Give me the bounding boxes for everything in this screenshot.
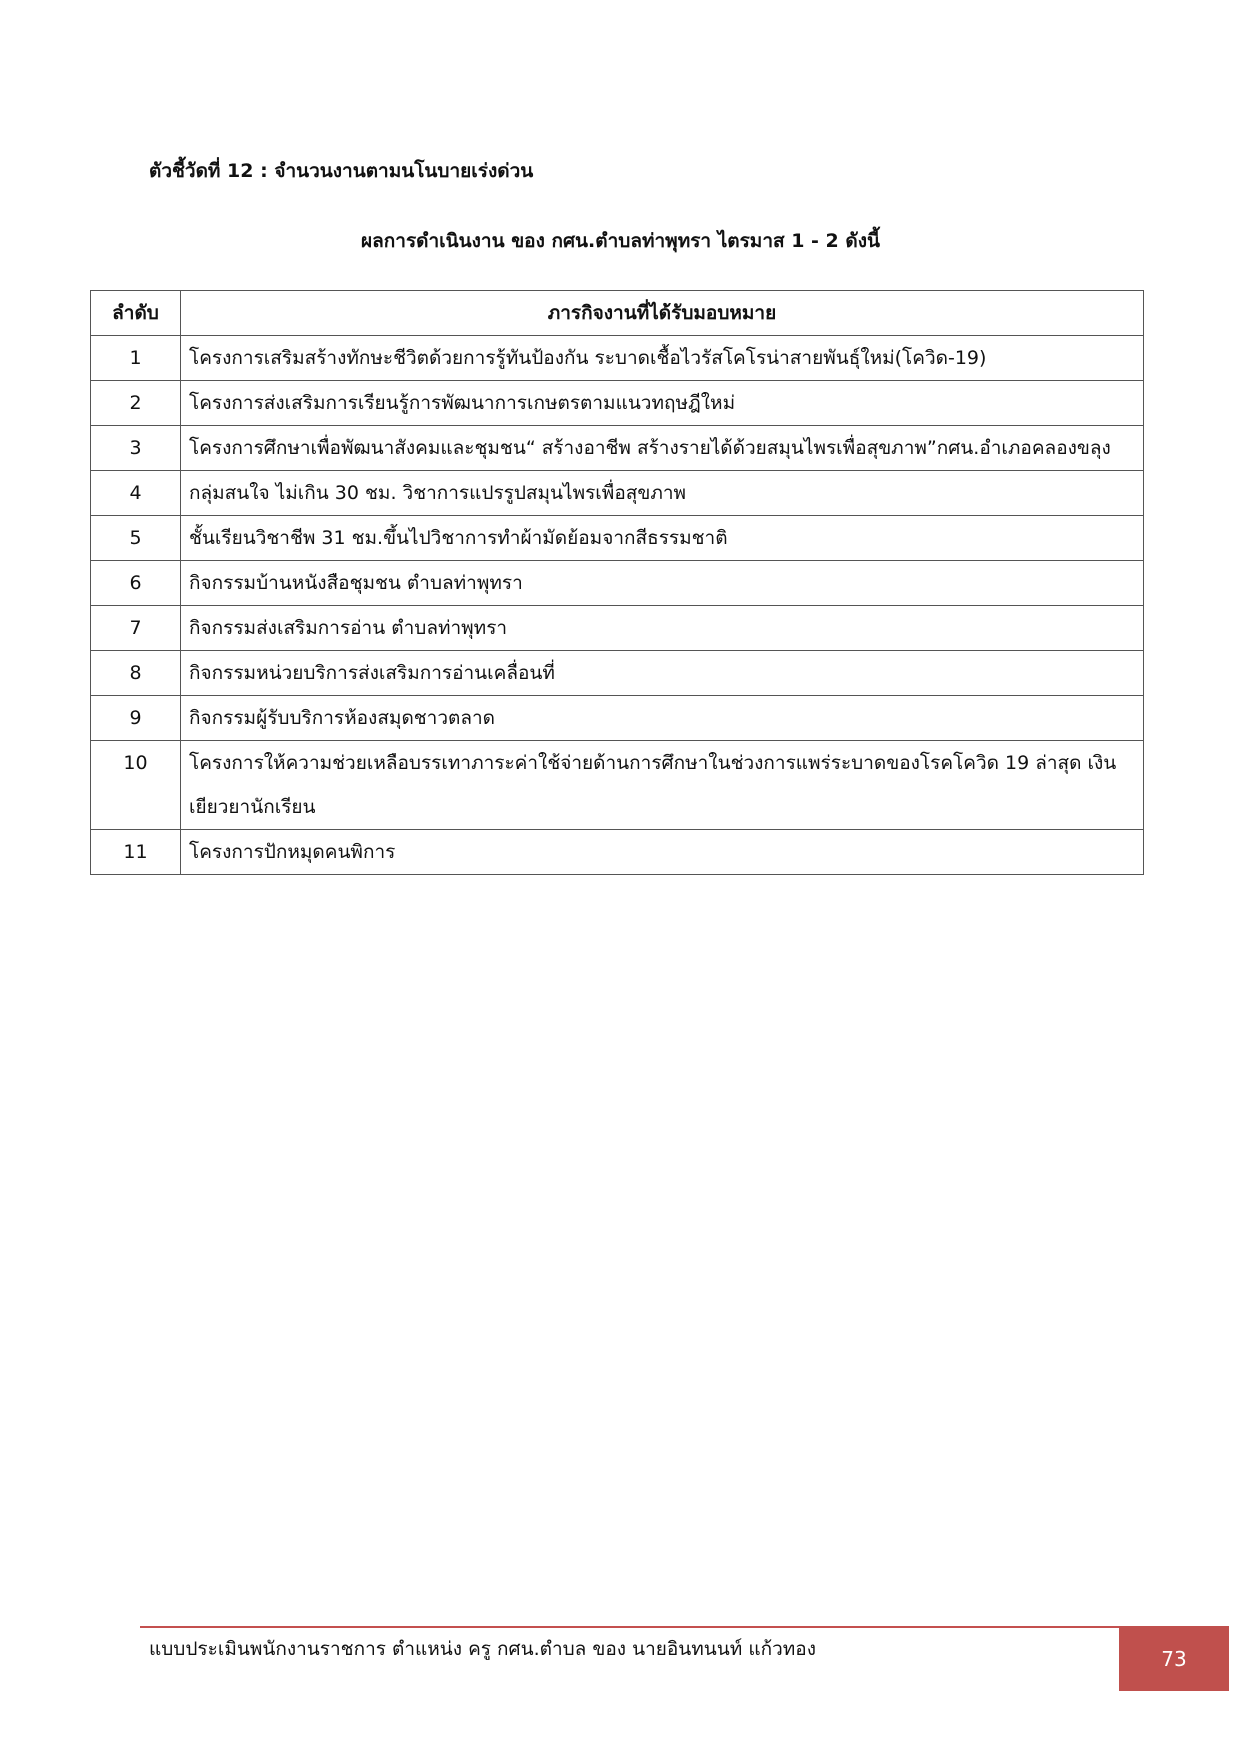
- row-task: โครงการเสริมสร้างทักษะชีวิตด้วยการรู้ทันป้องกัน ระบาดเชื้อไวรัสโคโรน่าสายพันธุ์ใหม่(โควิด-19): [181, 336, 1144, 381]
- table-row: [91, 336, 1144, 381]
- row-number: 7: [91, 606, 181, 651]
- row-number: 5: [91, 516, 181, 561]
- row-number: 9: [91, 696, 181, 741]
- row-number: 2: [91, 381, 181, 426]
- row-task: กลุ่มสนใจ ไม่เกิน 30 ชม. วิชาการแปรรูปสมุนไพรเพื่อสุขภาพ: [181, 471, 1144, 516]
- row-number: 6: [91, 561, 181, 606]
- page-number-badge: [1119, 1626, 1229, 1691]
- column-header-order: ลำดับ: [91, 291, 181, 336]
- row-task: กิจกรรมบ้านหนังสือชุมชน ตำบลท่าพุทรา: [181, 561, 1144, 606]
- table-row: [91, 696, 1144, 741]
- table-header-row: [91, 291, 1144, 336]
- table-row: [91, 381, 1144, 426]
- row-task: โครงการศึกษาเพื่อพัฒนาสังคมและชุมชน“ สร้างอาชีพ สร้างรายได้ด้วยสมุนไพรเพื่อสุขภาพ”กศน.อำเภอคลองขลุง: [181, 426, 1144, 471]
- footer-divider: [140, 1626, 1119, 1628]
- footer-text: แบบประเมินพนักงานราชการ ตำแหน่ง ครู กศน.ตำบล ของ นายอินทนนท์ แก้วทอง: [149, 1638, 816, 1660]
- row-number: 4: [91, 471, 181, 516]
- column-header-task: ภารกิจงานที่ได้รับมอบหมาย: [181, 291, 1144, 336]
- row-task: กิจกรรมหน่วยบริการส่งเสริมการอ่านเคลื่อนที่: [181, 651, 1144, 696]
- row-number: 8: [91, 651, 181, 696]
- results-subheading: ผลการดำเนินงาน ของ กศน.ตำบลท่าพุทรา ไตรมาส 1 - 2 ดังนี้: [361, 230, 880, 252]
- row-number: 1: [91, 336, 181, 381]
- table-row: [91, 471, 1144, 516]
- row-task: กิจกรรมผู้รับบริการห้องสมุดชาวตลาด: [181, 696, 1144, 741]
- table-row: [91, 830, 1144, 875]
- row-task: ชั้นเรียนวิชาชีพ 31 ชม.ขึ้นไปวิชาการทำผ้ามัดย้อมจากสีธรรมชาติ: [181, 516, 1144, 561]
- table-row: [91, 651, 1144, 696]
- table-row: [91, 516, 1144, 561]
- row-number: 3: [91, 426, 181, 471]
- tasks-table: [90, 290, 1144, 875]
- row-task: โครงการปักหมุดคนพิการ: [181, 830, 1144, 875]
- table-row: [91, 426, 1144, 471]
- indicator-heading: ตัวชี้วัดที่ 12 : จำนวนงานตามนโนบายเร่งด่วน: [149, 160, 534, 182]
- row-task: กิจกรรมส่งเสริมการอ่าน ตำบลท่าพุทรา: [181, 606, 1144, 651]
- table-row: [91, 741, 1144, 830]
- row-number: 10: [91, 741, 181, 830]
- table-row: [91, 561, 1144, 606]
- page-number: 73: [1161, 1646, 1187, 1671]
- table-row: [91, 606, 1144, 651]
- row-task: โครงการส่งเสริมการเรียนรู้การพัฒนาการเกษตรตามแนวทฤษฎีใหม่: [181, 381, 1144, 426]
- row-number: 11: [91, 830, 181, 875]
- row-task: โครงการให้ความช่วยเหลือบรรเทาภาระค่าใช้จ่ายด้านการศึกษาในช่วงการแพร่ระบาดของโรคโควิด 19 ล่าสุด เงินเยียวยานักเรียน: [181, 741, 1144, 830]
